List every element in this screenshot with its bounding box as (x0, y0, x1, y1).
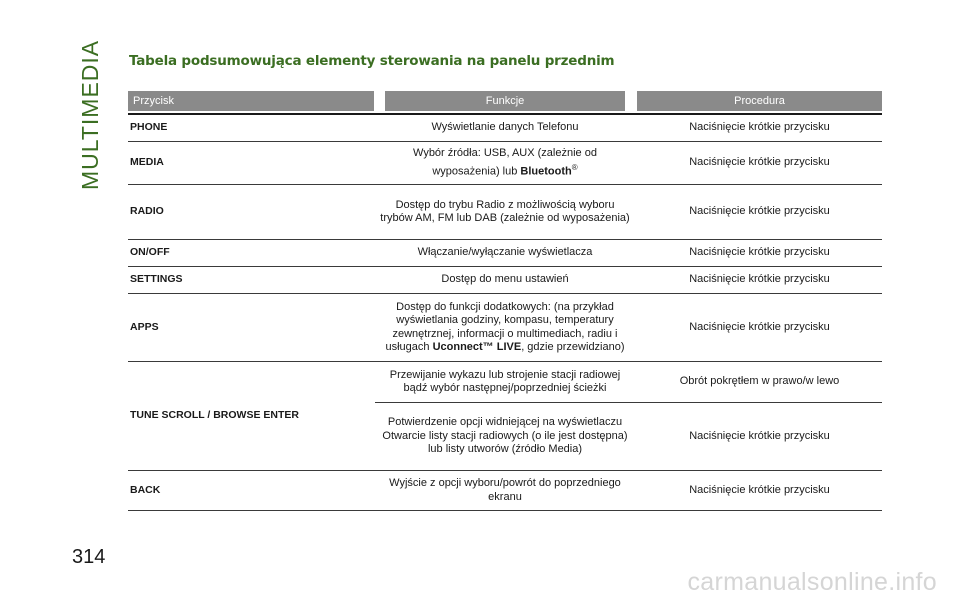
table-row (128, 240, 882, 267)
button-name: APPS (130, 320, 159, 333)
procedure-text: Naciśnięcie krótkie przycisku (689, 273, 830, 286)
section-label: MULTIMEDIA (77, 39, 103, 190)
procedure-text: Naciśnięcie krótkie przycisku (689, 156, 830, 169)
procedure-text: Naciśnięcie krótkie przycisku (689, 429, 830, 442)
header-procedure: Procedura (637, 91, 882, 111)
table-row (128, 362, 882, 471)
sub-row (375, 403, 882, 470)
function-text: Wyświetlanie danych Telefonu (431, 121, 579, 134)
function-text: Potwierdzenie opcji widniejącej na wyświetlaczu Otwarcie listy stacji radiowych (o ile jest dostępna) lub listy utworów (źródło Media) (382, 416, 628, 456)
header-function: Funkcje (385, 91, 625, 111)
section-side-tab (70, 40, 110, 190)
button-name: ON/OFF (130, 246, 170, 259)
function-text: Wyjście z opcji wyboru/powrót do poprzedniego ekranu (389, 477, 621, 503)
procedure-text: Naciśnięcie krótkie przycisku (689, 483, 830, 496)
button-name: BACK (130, 483, 161, 496)
function-text: Przewijanie wykazu lub strojenie stacji radiowej bądź wybór następnej/poprzedniej ścieżki (389, 368, 621, 394)
table-row (128, 471, 882, 511)
function-text: Włączanie/wyłączanie wyświetlacza (417, 246, 593, 259)
procedure-text: Obrót pokrętłem w prawo/w lewo (679, 375, 840, 388)
button-name: RADIO (130, 205, 164, 218)
button-name: TUNE SCROLL / BROWSE ENTER (130, 409, 299, 422)
function-text: Dostęp do funkcji dodatkowych: (na przykład wyświetlania godziny, kompasu, temperatury zewnętrznej, informacji o multimediach, radiu i usługach Uconnect™ LIVE, gdzie przewidziano) (385, 300, 625, 353)
header-button: Przycisk (128, 91, 374, 111)
table-row (128, 294, 882, 362)
page-title: Tabela podsumowująca elementy sterowania na panelu przednim (129, 53, 615, 69)
procedure-text: Naciśnięcie krótkie przycisku (689, 246, 830, 259)
procedure-text: Naciśnięcie krótkie przycisku (689, 205, 830, 218)
procedure-text: Naciśnięcie krótkie przycisku (689, 320, 830, 333)
table-row (128, 185, 882, 240)
table-row (128, 267, 882, 294)
function-text: Wybór źródła: USB, AUX (zależnie od wyposażenia) lub Bluetooth® (413, 147, 597, 178)
button-name: MEDIA (130, 156, 164, 169)
function-text: Dostęp do menu ustawień (441, 273, 569, 286)
watermark: carmanualsonline.info (687, 568, 937, 596)
function-text: Dostęp do trybu Radio z możliwością wyboru trybów AM, FM lub DAB (zależnie od wyposażenia) (380, 198, 630, 224)
button-name: SETTINGS (130, 273, 183, 286)
sub-row (375, 362, 882, 403)
table-row (128, 115, 882, 142)
table-header (128, 91, 882, 115)
procedure-text: Naciśnięcie krótkie przycisku (689, 121, 830, 134)
page-number: 314 (72, 546, 106, 568)
table-row (128, 142, 882, 185)
button-name: PHONE (130, 121, 168, 134)
controls-table (128, 91, 882, 511)
